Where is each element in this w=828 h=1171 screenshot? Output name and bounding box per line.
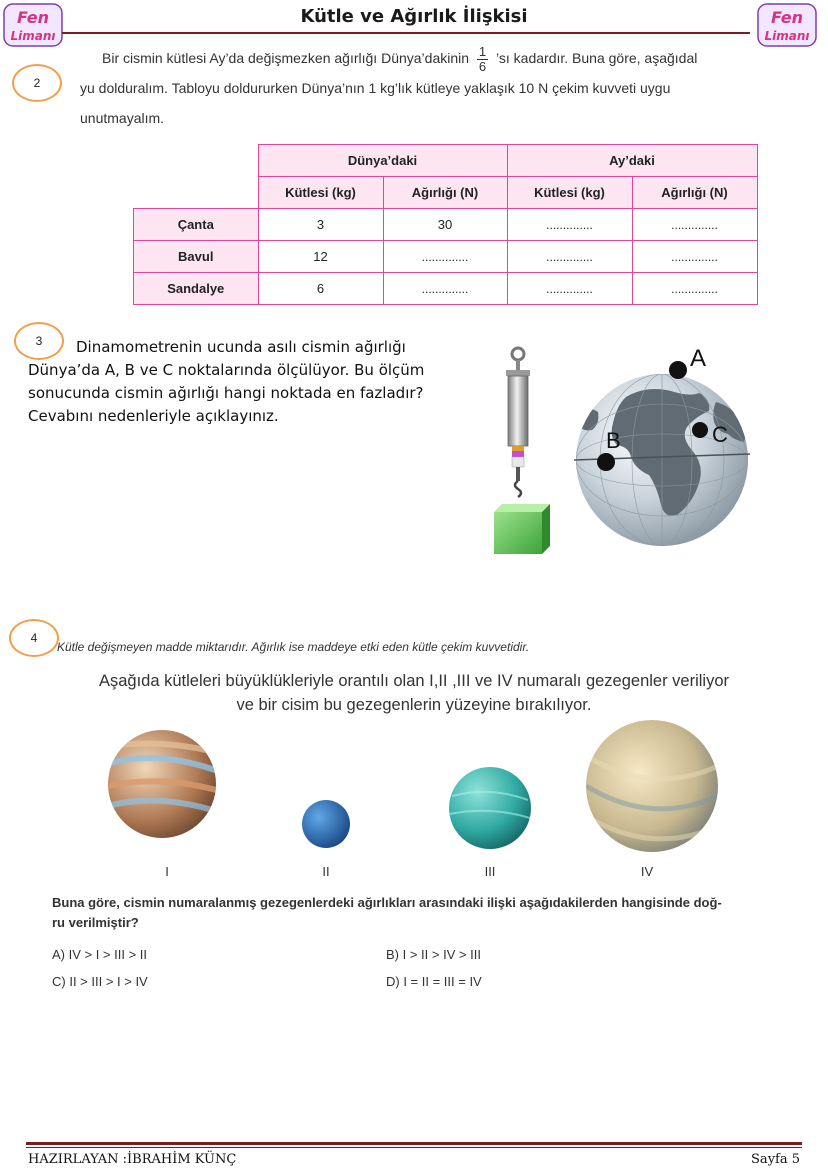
cell-earth-weight-blank[interactable]: ..............: [383, 241, 507, 273]
option-a[interactable]: A) IV > I > III > II: [52, 947, 148, 962]
footer-author: HAZIRLAYAN :İBRAHİM KÜNÇ: [28, 1152, 237, 1167]
question-number-4: [9, 619, 59, 657]
q4-main-text: [30, 669, 798, 717]
question-3-text: [28, 336, 448, 428]
option-c[interactable]: C) II > III > I > IV: [52, 974, 148, 989]
cell-moon-mass-blank[interactable]: ..............: [507, 273, 632, 305]
option-d[interactable]: D) I = II = III = IV: [386, 974, 482, 989]
cell-earth-mass: 6: [258, 273, 383, 305]
table-group-header-row: [134, 145, 758, 177]
row-label-sandalye: Sandalye: [134, 273, 259, 305]
point-a-marker: [669, 361, 687, 379]
q4-question-text: [52, 893, 792, 933]
cell-moon-weight-blank[interactable]: ..............: [632, 273, 757, 305]
header-moon: Ay’daki: [507, 145, 757, 177]
q4-main-line-2: ve bir cisim bu gezegenlerin yüzeyine bırakılıyor.: [236, 696, 592, 714]
dynamometer-illustration: [488, 344, 558, 559]
cell-earth-mass: 12: [258, 241, 383, 273]
dynamometer-cap: [506, 370, 530, 376]
point-b-marker: [597, 453, 615, 471]
footer-divider: [26, 1142, 802, 1145]
planet-label-iv: IV: [640, 864, 654, 879]
col-moon-weight: Ağırlığı (N): [632, 177, 757, 209]
q4-main-line-1: Aşağıda kütleleri büyüklükleriyle orantılı olan I,II ,III ve IV numaralı gezegenler veriliyor: [98, 672, 730, 690]
logo-text-bottom: Limanı: [10, 29, 56, 43]
header-earth: Dünya’daki: [258, 145, 507, 177]
q4-question-line-2: ru verilmiştir?: [52, 915, 139, 930]
cell-moon-mass-blank[interactable]: ..............: [507, 209, 632, 241]
col-earth-weight: Ağırlığı (N): [383, 177, 507, 209]
q3-line-3: sonucunda cismin ağırlığı hangi noktada en fazladır?: [28, 384, 424, 402]
option-b[interactable]: B) I > II > IV > III: [386, 947, 482, 962]
q2-line-2: yu dolduralım. Tabloyu doldururken Dünya’nın 1 kg’lık kütleye yaklaşık 10 N çekim kuvveti uygu: [80, 80, 671, 96]
fraction-one-sixth: [477, 45, 488, 74]
q4-question-line-1: Buna göre, cismin numaralanmış gezegenlerdeki ağırlıkları arasındaki ilişki aşağıdakilerden hangisinde doğ-: [52, 895, 722, 910]
row-label-canta: Çanta: [134, 209, 259, 241]
fraction-denominator: 6: [478, 58, 487, 74]
logo-text-top: Fen: [17, 8, 49, 27]
point-a-label: A: [690, 345, 707, 372]
header-divider: [62, 32, 750, 34]
q3-line-2: Dünya’da A, B ve C noktalarında ölçülüyor. Bu ölçüm: [28, 361, 425, 379]
table-column-header-row: [134, 177, 758, 209]
cell-moon-weight-blank[interactable]: ..............: [632, 241, 757, 273]
cell-earth-weight: 30: [383, 209, 507, 241]
planet-iii: [449, 767, 531, 849]
dynamometer-body: [508, 376, 528, 446]
dynamometer-hook: [515, 481, 521, 497]
table-corner: [134, 177, 259, 209]
cell-earth-weight-blank[interactable]: ..............: [383, 273, 507, 305]
planet-label-i: I: [165, 864, 169, 879]
row-label-bavul: Bavul: [134, 241, 259, 273]
point-c-label: C: [712, 422, 728, 447]
question-number-2: [12, 64, 62, 102]
logo-text-bottom: Limanı: [764, 29, 810, 43]
q2-line-1: [102, 44, 697, 74]
q2-line-1-end: ’sı kadardır. Buna göre, aşağıdal: [496, 50, 698, 66]
footer-divider-thin: [26, 1147, 802, 1148]
cell-earth-mass: 3: [258, 209, 383, 241]
footer-page-number: Sayfa 5: [751, 1152, 800, 1167]
col-earth-mass: Kütlesi (kg): [258, 177, 383, 209]
q3-line-4: Cevabını nedenleriyle açıklayınız.: [28, 407, 279, 425]
cell-moon-weight-blank[interactable]: ..............: [632, 209, 757, 241]
question-number-text: 2: [33, 76, 41, 90]
green-weight-block: [494, 512, 542, 554]
col-moon-mass: Kütlesi (kg): [507, 177, 632, 209]
point-c-marker: [692, 422, 708, 438]
table-row: [134, 241, 758, 273]
table-row: [134, 209, 758, 241]
logo-text-top: Fen: [771, 8, 803, 27]
q3-line-1: Dinamometrenin ucunda asılı cismin ağırlığı: [76, 338, 406, 356]
point-b-label: B: [606, 428, 621, 453]
q4-intro-text: Kütle değişmeyen madde miktarıdır. Ağırlık ise maddeye etki eden kütle çekim kuvvetidir.: [57, 640, 530, 654]
table-corner: [134, 145, 259, 177]
planet-label-ii: II: [322, 864, 330, 879]
table-row: [134, 273, 758, 305]
fraction-numerator: 1: [478, 43, 487, 59]
q2-line-3: unutmayalım.: [80, 110, 165, 126]
page-title: Kütle ve Ağırlık İlişkisi: [300, 6, 528, 27]
q2-line-1-start: Bir cismin kütlesi Ay’da değişmezken ağırlığı Dünya’dakinin: [102, 50, 470, 66]
question-number-text: 3: [35, 334, 43, 348]
mass-weight-table: [133, 144, 758, 305]
planet-label-iii: III: [484, 864, 496, 879]
planet-ii: [302, 800, 350, 848]
question-number-text: 4: [30, 631, 38, 645]
cell-moon-mass-blank[interactable]: ..............: [507, 241, 632, 273]
dynamometer-ring: [512, 348, 524, 360]
planets-illustration: [100, 716, 730, 856]
earth-globe-illustration: [566, 342, 762, 548]
